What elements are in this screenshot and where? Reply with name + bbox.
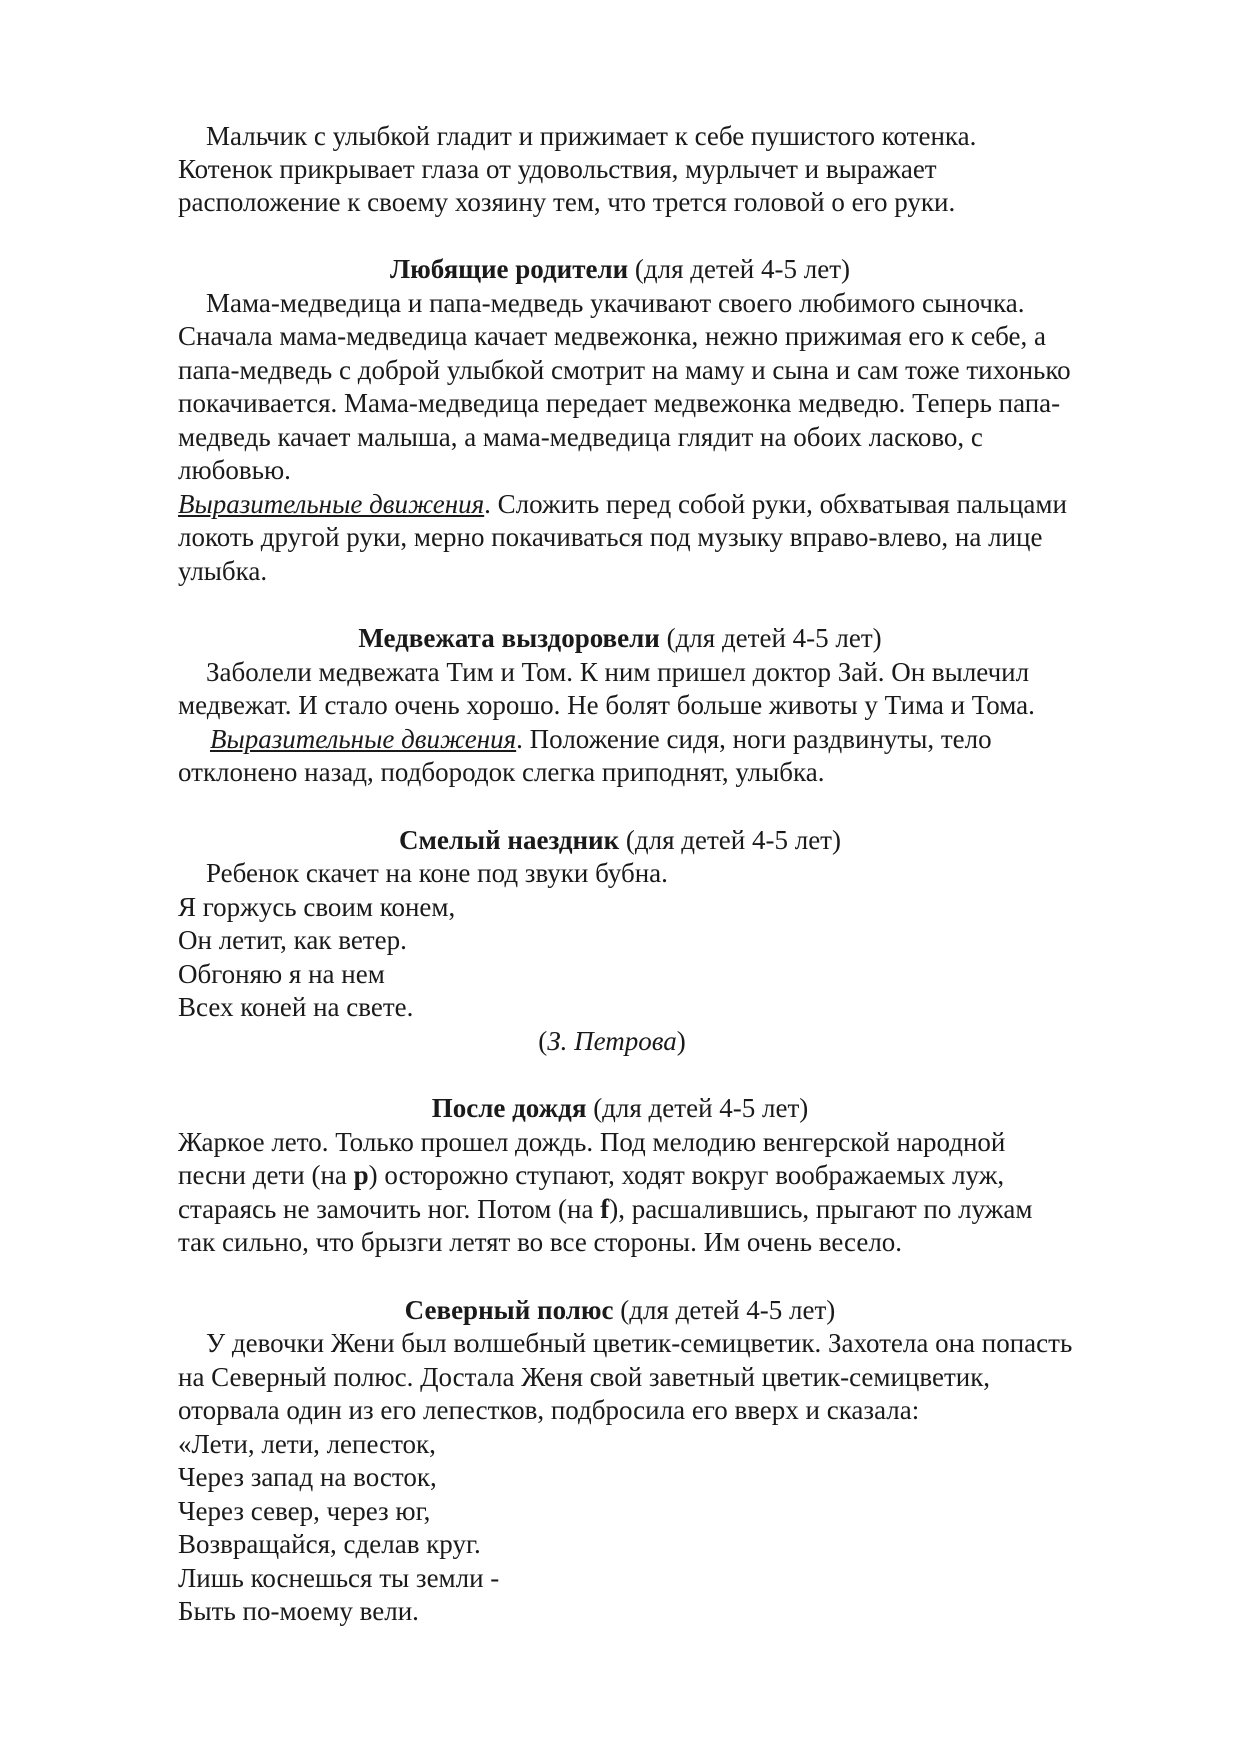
body-line: папа-медведь с доброй улыбкой смотрит на маму и сына и сам тоже тихонько: [178, 355, 1071, 385]
body-line: так сильно, что брызги летят во все стороны. Им очень весело.: [178, 1227, 903, 1257]
body-line: медведь качает малыша, а мама-медведица глядит на обоих ласково, с: [178, 422, 983, 452]
body-line: медвежат. И стало очень хорошо. Не болят больше животы у Тима и Тома.: [178, 690, 1035, 720]
dynamics-mark-p: р: [353, 1160, 369, 1190]
expressive-movements-line: [178, 488, 1067, 522]
poem-line: Лишь коснешься ты земли -: [178, 1563, 500, 1593]
section-heading-after-rain: [0, 1092, 1240, 1126]
section-heading-bear-cubs-recovered: [0, 622, 1240, 656]
dynamics-mark-f: f: [600, 1194, 610, 1224]
body-line: У девочки Жени был волшебный цветик-семицветик. Захотела она попасть: [206, 1328, 1073, 1358]
body-line: стараясь не замочить ног. Потом (на f), расшалившись, прыгают по лужам: [178, 1194, 1033, 1224]
body-line: Сначала мама-медведица качает медвежонка, нежно прижимая его к себе, а: [178, 321, 1047, 351]
body-line: Ребенок скачет на коне под звуки бубна.: [206, 858, 668, 888]
poem-line: Он летит, как ветер.: [178, 925, 407, 955]
age-note: (для детей 4-5 лет): [619, 825, 841, 855]
body-line: локоть другой руки, мерно покачиваться под музыку вправо-влево, на лице: [178, 522, 1043, 552]
age-note: (для детей 4-5 лет): [628, 254, 850, 284]
author-name: З. Петрова: [547, 1026, 677, 1056]
expressive-movements-text: . Сложить перед собой руки, обхватывая пальцами: [484, 489, 1067, 519]
section-heading-brave-rider: [0, 824, 1240, 858]
intro-line: Мальчик с улыбкой гладит и прижимает к себе пушистого котенка.: [206, 121, 977, 151]
poem-line: Через север, через юг,: [178, 1496, 431, 1526]
poem-line: Через запад на восток,: [178, 1462, 437, 1492]
body-line: оторвала один из его лепестков, подбросила его вверх и сказала:: [178, 1395, 920, 1425]
poem-line: Я горжусь своим конем,: [178, 892, 456, 922]
intro-line: расположение к своему хозяину тем, что трется головой о его руки.: [178, 187, 956, 217]
poem-line: Всех коней на свете.: [178, 992, 414, 1022]
body-line: любовью.: [178, 455, 291, 485]
age-note: (для детей 4-5 лет): [659, 623, 882, 653]
poem-line: Обгоняю я на нем: [178, 959, 385, 989]
expressive-movements-label: Выразительные движения: [210, 724, 517, 754]
intro-line: Котенок прикрывает глаза от удовольствия, мурлычет и выражает: [178, 154, 937, 184]
section-title: Северный полюс: [404, 1295, 614, 1325]
poem-line: «Лети, лети, лепесток,: [178, 1429, 436, 1459]
expressive-movements-label: Выразительные движения: [178, 489, 485, 519]
section-heading-north-pole: [0, 1294, 1240, 1328]
body-line: Заболели медвежата Тим и Том. К ним пришел доктор Зай. Он вылечил: [206, 657, 1030, 687]
age-note: (для детей 4-5 лет): [586, 1093, 809, 1123]
poem-author: (З. Петрова): [538, 1026, 686, 1056]
body-line: отклонено назад, подбородок слегка приподнят, улыбка.: [178, 757, 825, 787]
body-line: песни дети (на р) осторожно ступают, ходят вокруг воображаемых луж,: [178, 1160, 1005, 1190]
section-title: Любящие родители: [389, 254, 629, 284]
age-note: (для детей 4-5 лет): [613, 1295, 836, 1325]
body-line: покачивается. Мама-медведица передает медвежонка медведю. Теперь папа-: [178, 388, 1061, 418]
expressive-movements-line: [210, 723, 992, 757]
expressive-movements-text: . Положение сидя, ноги раздвинуты, тело: [516, 724, 992, 754]
section-title: Медвежата выздоровели: [358, 623, 660, 653]
poem-line: Возвращайся, сделав круг.: [178, 1529, 481, 1559]
section-title: Смелый наездник: [399, 825, 620, 855]
poem-line: Быть по-моему вели.: [178, 1596, 419, 1626]
body-line: на Северный полюс. Достала Женя свой заветный цветик-семицветик,: [178, 1362, 991, 1392]
section-heading-loving-parents: [0, 253, 1240, 287]
body-line: Мама-медведица и папа-медведь укачивают своего любимого сыночка.: [206, 288, 1025, 318]
section-title: После дождя: [431, 1093, 587, 1123]
body-line: Жаркое лето. Только прошел дождь. Под мелодию венгерской народной: [178, 1127, 1006, 1157]
body-line: улыбка.: [178, 556, 268, 586]
